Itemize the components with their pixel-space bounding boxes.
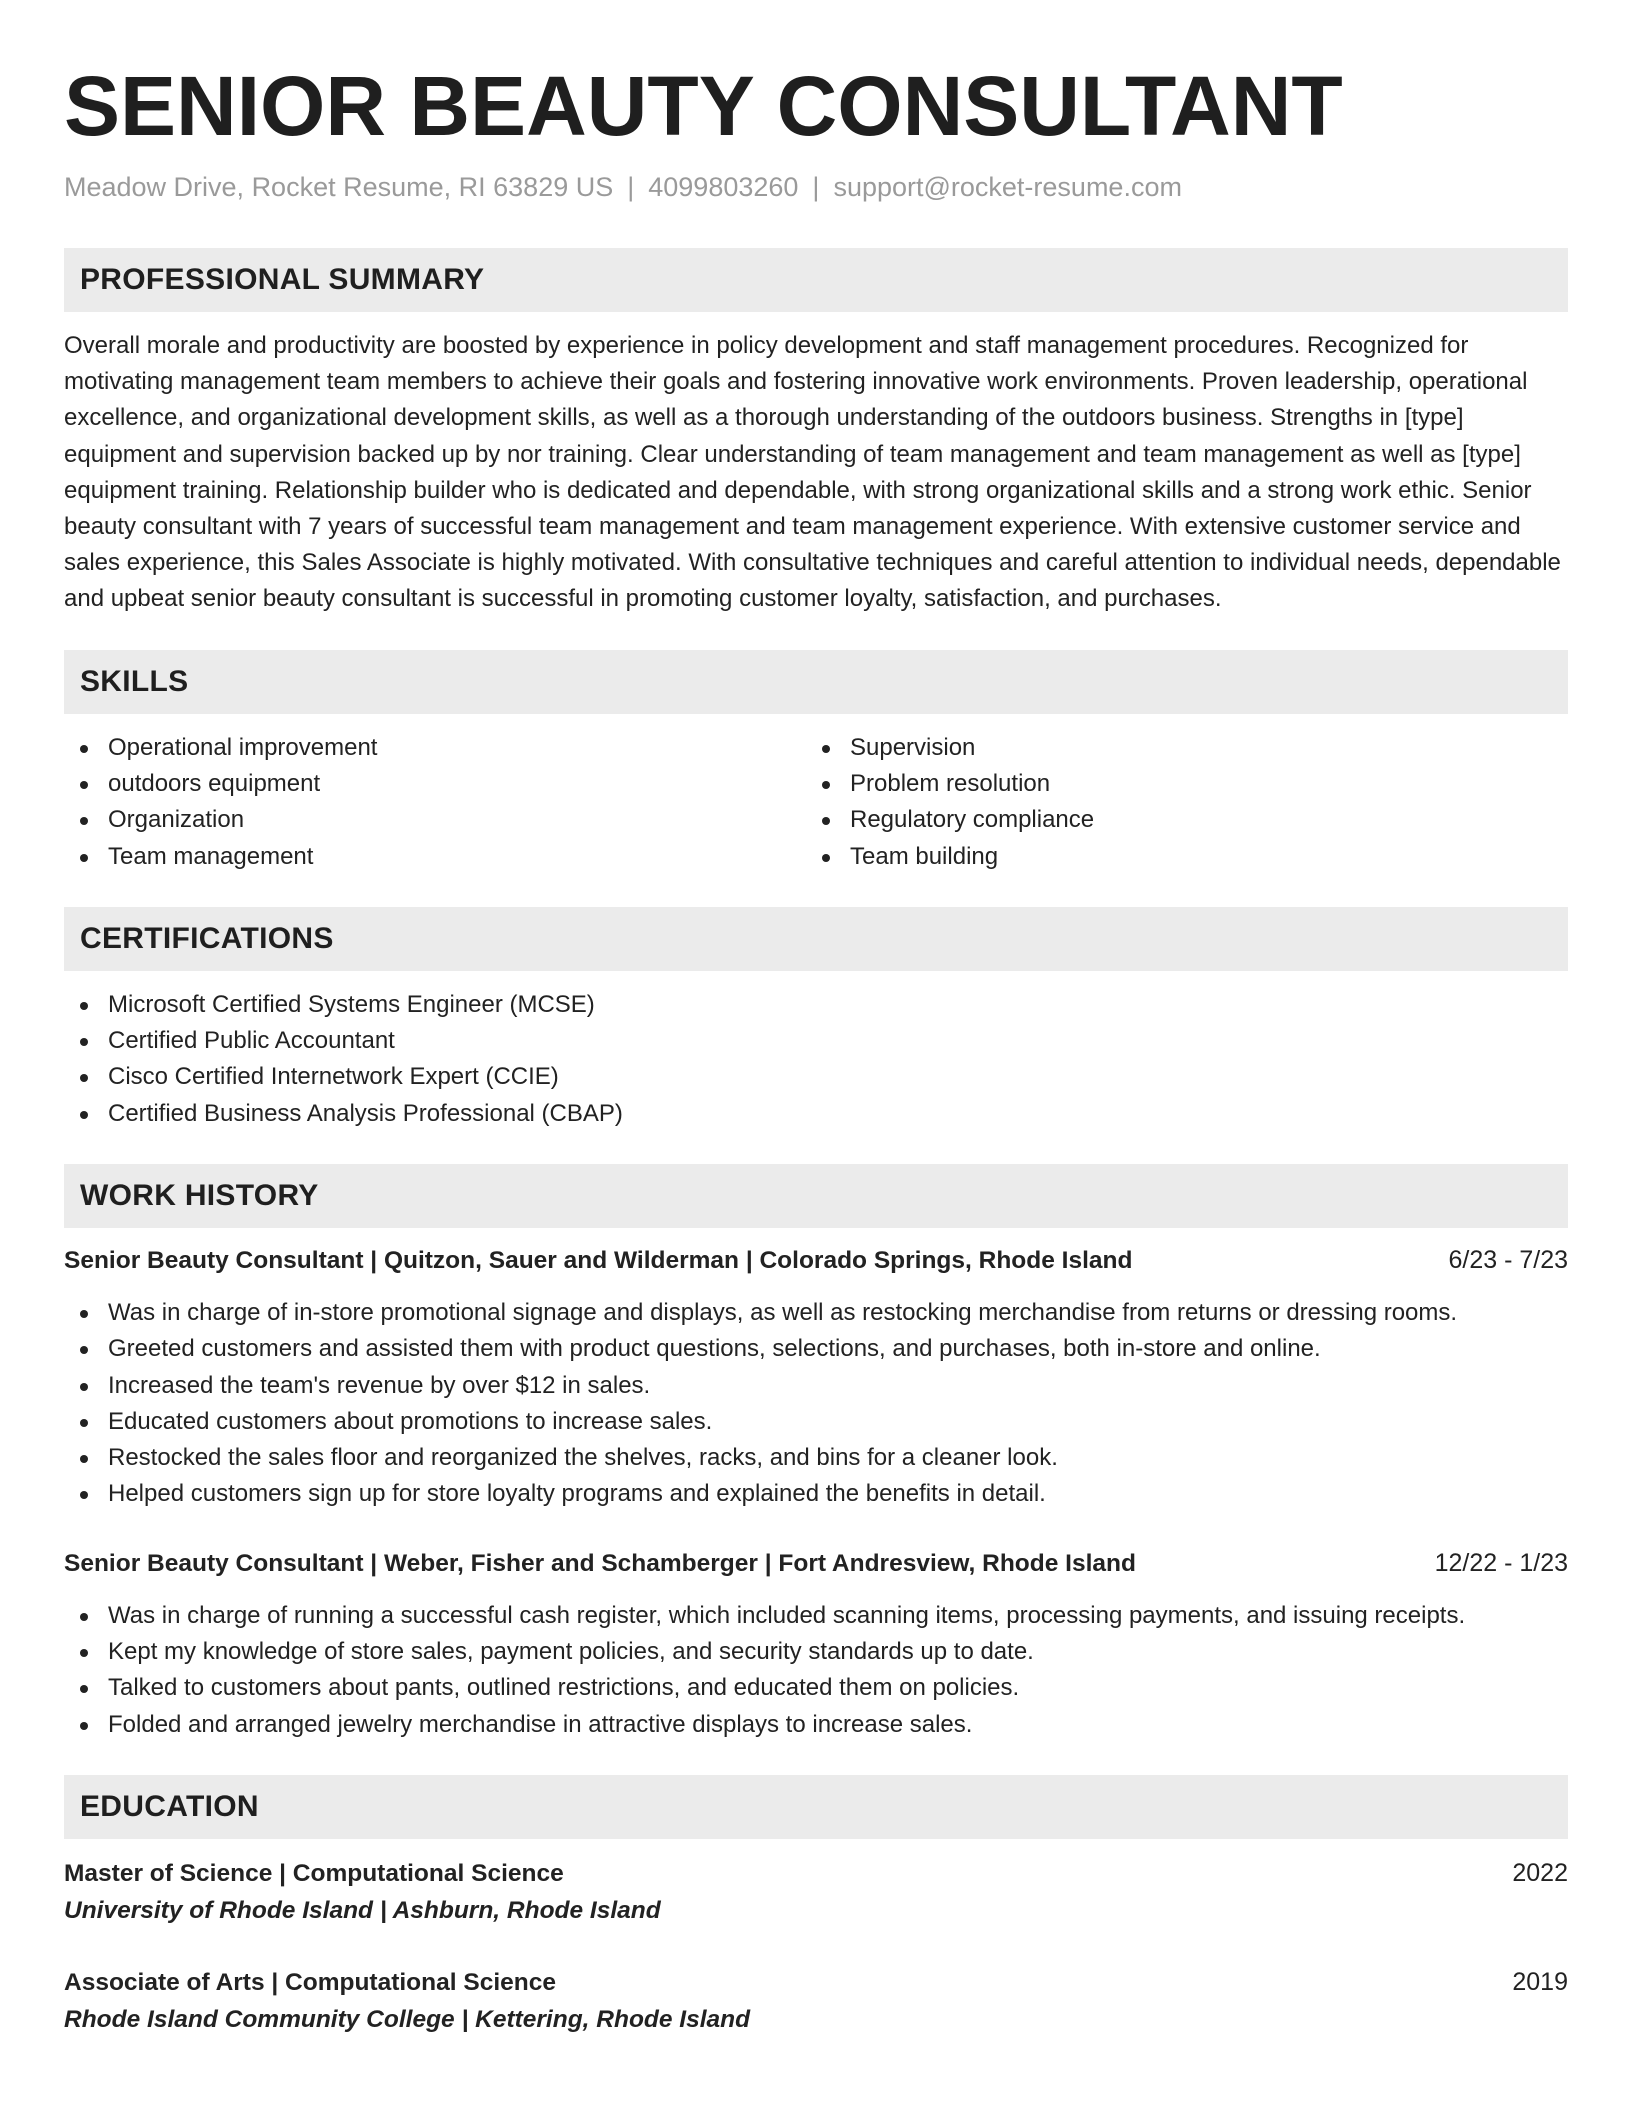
job-duties-list (64, 1295, 1568, 1513)
job-title: Senior Beauty Consultant | Quitzon, Sauer and Wilderman | Colorado Springs, Rhode Island (64, 1247, 1133, 1274)
job-header (64, 1545, 1568, 1582)
job-duty-item: Restocked the sales floor and reorganized the shelves, racks, and bins for a cleaner look. (64, 1440, 1568, 1476)
graduation-year: 2019 (1512, 1967, 1568, 1996)
job-title: Senior Beauty Consultant | Weber, Fisher and Schamberger | Fort Andresview, Rhode Island (64, 1549, 1136, 1577)
education-header (64, 1855, 1568, 1892)
job-header (64, 1242, 1568, 1279)
certifications-heading: CERTIFICATIONS (64, 907, 1568, 971)
skills-section (64, 650, 1568, 875)
certification-item: Certified Public Accountant (64, 1023, 1568, 1059)
contact-line (64, 168, 1568, 206)
skill-item: Regulatory compliance (806, 802, 1548, 838)
degree-title: Associate of Arts | Computational Science (64, 1968, 556, 1996)
skill-item: Operational improvement (64, 730, 806, 766)
skills-heading: SKILLS (64, 650, 1568, 714)
certifications-list (64, 987, 1568, 1132)
work-history-heading: WORK HISTORY (64, 1164, 1568, 1228)
candidate-name: SENIOR BEAUTY CONSULTANT (64, 59, 1343, 153)
education-entry (64, 1964, 1568, 2039)
job-duty-item: Increased the team's revenue by over $12 in sales. (64, 1368, 1568, 1404)
education-header (64, 1964, 1568, 2001)
education-heading: EDUCATION (64, 1775, 1568, 1839)
contact-separator: | (812, 172, 820, 202)
skills-grid (64, 730, 1568, 875)
skill-item: Team building (806, 839, 1548, 875)
skill-item: Problem resolution (806, 766, 1548, 802)
job-duty-item: Was in charge of running a successful cash register, which included scanning items, processing payments, and issuing receipts. (64, 1598, 1568, 1634)
education-entry (64, 1855, 1568, 1930)
certification-item: Microsoft Certified Systems Engineer (MCSE) (64, 987, 1568, 1023)
job-duty-item: Folded and arranged jewelry merchandise in attractive displays to increase sales. (64, 1707, 1568, 1743)
job-duty-item: Talked to customers about pants, outlined restrictions, and educated them on policies. (64, 1670, 1568, 1706)
job-duty-item: Greeted customers and assisted them with product questions, selections, and purchases, both in-store and online. (64, 1331, 1568, 1367)
job-duty-item: Educated customers about promotions to increase sales. (64, 1404, 1568, 1440)
job-duties-list (64, 1598, 1568, 1743)
job-duty-item: Helped customers sign up for store loyalty programs and explained the benefits in detail. (64, 1476, 1568, 1512)
skill-item: Team management (64, 839, 806, 875)
graduation-year: 2022 (1512, 1858, 1568, 1887)
certifications-section (64, 907, 1568, 1132)
work-history-section (64, 1164, 1568, 1743)
job-entry (64, 1242, 1568, 1513)
contact-phone: 4099803260 (648, 172, 799, 202)
job-dates: 6/23 - 7/23 (1448, 1246, 1568, 1274)
skill-item: Supervision (806, 730, 1548, 766)
school-name: University of Rhode Island | Ashburn, Rhode Island (64, 1896, 661, 1924)
summary-section (64, 248, 1568, 618)
job-duty-item: Was in charge of in-store promotional signage and displays, as well as restocking merchandise from returns or dressing rooms. (64, 1295, 1568, 1331)
certification-item: Cisco Certified Internetwork Expert (CCIE) (64, 1059, 1568, 1095)
job-dates: 12/22 - 1/23 (1434, 1548, 1568, 1577)
contact-separator: | (627, 172, 635, 202)
summary-text: Overall morale and productivity are boosted by experience in policy development and staff management procedures. Recognized for motivating management team members to achieve their goals and fostering innovative work environments. Proven leadership, operational excellence, and organizational development skills, as well as a thorough understanding of the outdoors business. Strengths in [type] equipment and supervision backed up by nor training. Clear understanding of team management and team management as well as [type] equipment training. Relationship builder who is dedicated and dependable, with strong organizational skills and a strong work ethic. Senior beauty consultant with 7 years of successful team management and team management experience. With extensive customer service and sales experience, this Sales Associate is highly motivated. With consultative techniques and careful attention to individual needs, dependable and upbeat senior beauty consultant is successful in promoting customer loyalty, satisfaction, and purchases. (64, 332, 1561, 613)
skill-item: Organization (64, 802, 806, 838)
certification-item: Certified Business Analysis Professional (CBAP) (64, 1096, 1568, 1132)
contact-email: support@rocket-resume.com (833, 172, 1182, 202)
education-section (64, 1775, 1568, 2039)
skills-column-right (806, 730, 1548, 875)
contact-address: Meadow Drive, Rocket Resume, RI 63829 US (64, 172, 614, 202)
degree-title: Master of Science | Computational Science (64, 1859, 564, 1887)
job-entry (64, 1545, 1568, 1743)
skills-column-left (64, 730, 806, 875)
school-name: Rhode Island Community College | Kettering, Rhode Island (64, 2005, 751, 2033)
skill-item: outdoors equipment (64, 766, 806, 802)
summary-heading: PROFESSIONAL SUMMARY (64, 248, 1568, 312)
job-duty-item: Kept my knowledge of store sales, payment policies, and security standards up to date. (64, 1634, 1568, 1670)
